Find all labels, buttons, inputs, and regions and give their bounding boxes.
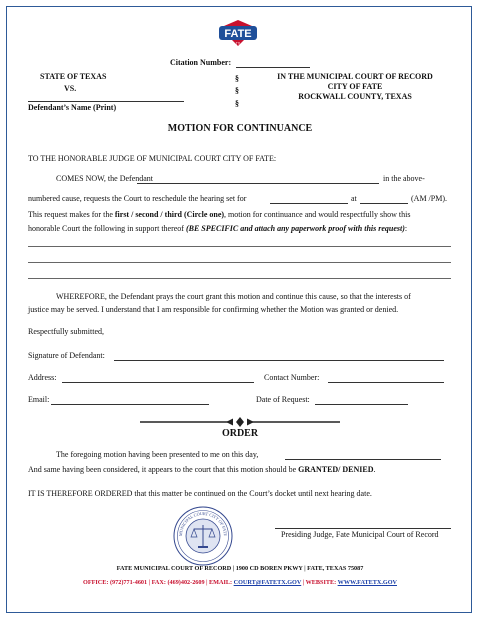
caption-state: STATE OF TEXAS xyxy=(40,72,107,81)
salutation: TO THE HONORABLE JUDGE OF MUNICIPAL COURT CITY OF FATE: xyxy=(28,154,277,163)
request-text-a: This request makes for the xyxy=(28,210,113,219)
order-line-2 xyxy=(28,465,376,474)
order-line-2-end: . xyxy=(373,465,376,474)
support-text: honorable Court the following in support thereof xyxy=(28,224,184,233)
email-label-footer: EMAIL: xyxy=(209,579,233,586)
comes-now-text: COMES NOW, the Defendant xyxy=(56,174,154,183)
respectfully-submitted: Respectfully submitted, xyxy=(28,327,104,336)
in-above-text: in the above- xyxy=(383,174,425,183)
wherefore-line-1: WHEREFORE, the Defendant prays the court grant this motion and continue this cause, so that the interests of xyxy=(56,292,411,301)
wherefore-line-2: justice may be served. I understand that I am responsible for confirming whether the Motion was granted or denied. xyxy=(28,305,399,314)
website-label: WEBSITE: xyxy=(305,579,337,586)
support-line xyxy=(28,224,407,233)
fate-logo xyxy=(218,20,258,46)
fax-label: FAX: xyxy=(151,579,166,586)
order-line-2-text: And same having been considered, it appears to the court that this motion should be xyxy=(28,465,297,474)
signature-label: Signature of Defendant: xyxy=(28,351,105,360)
footer-sep-2: | xyxy=(206,579,208,586)
support-line-2[interactable] xyxy=(28,262,451,263)
order-date-field[interactable] xyxy=(285,459,441,460)
ampm-text: (AM /PM). xyxy=(411,194,448,203)
judge-signature-field[interactable] xyxy=(275,528,451,529)
contact-label: Contact Number: xyxy=(264,373,320,382)
logo-text: FATE xyxy=(224,28,252,40)
order-heading: ORDER xyxy=(221,428,259,439)
caption-vs: VS. xyxy=(64,84,77,93)
granted-denied[interactable]: GRANTED/ DENIED xyxy=(298,465,374,474)
fax-number: (469)402-2609 xyxy=(167,579,205,586)
contact-field[interactable] xyxy=(328,382,444,383)
support-line-3[interactable] xyxy=(28,278,451,279)
defendant-name-field[interactable] xyxy=(28,101,184,102)
court-county: ROCKWALL COUNTY, TEXAS xyxy=(298,92,412,101)
be-specific-text: (BE SPECIFIC and attach any paperwork proof with this request) xyxy=(185,224,405,233)
request-line xyxy=(28,210,410,219)
footer-address: FATE MUNICIPAL COURT OF RECORD | 1900 CD BOREN PKWY | FATE, TEXAS 75087 xyxy=(116,565,364,572)
hearing-time-field[interactable] xyxy=(360,203,408,204)
address-field[interactable] xyxy=(62,382,254,383)
request-text-b: , motion for continuance and would respectfully show this xyxy=(224,210,411,219)
logo-sub: TX xyxy=(235,41,241,46)
at-text: at xyxy=(351,194,357,203)
document-title: MOTION FOR CONTINUANCE xyxy=(167,123,313,134)
court-seal-icon xyxy=(173,506,233,566)
address-label: Address: xyxy=(28,373,57,382)
section-mark-1: § xyxy=(235,74,239,83)
section-mark-2: § xyxy=(235,86,239,95)
request-options[interactable]: first / second / third (Circle one) xyxy=(114,210,225,219)
seal-text: MUNICIPAL COURT CITY OF FATE xyxy=(177,510,229,537)
citation-label: Citation Number: xyxy=(170,58,232,67)
order-line-1: The foregoing motion having been presented to me on this day, xyxy=(56,450,259,459)
footer-contacts xyxy=(0,579,480,586)
hearing-date-field[interactable] xyxy=(270,203,348,204)
court-name: IN THE MUNICIPAL COURT OF RECORD xyxy=(277,72,433,81)
email-label: Email: xyxy=(28,395,50,404)
hearing-text: numbered cause, requests the Court to reschedule the hearing set for xyxy=(28,194,247,203)
citation-number-field[interactable] xyxy=(236,67,310,68)
email-link[interactable]: COURT@FATETX.GOV xyxy=(233,579,302,586)
office-label: OFFICE: xyxy=(83,579,109,586)
website-link[interactable]: WWW.FATETX.GOV xyxy=(337,579,397,586)
email-field[interactable] xyxy=(51,404,209,405)
order-divider xyxy=(140,416,340,428)
therefore-ordered: IT IS THEREFORE ORDERED that this matter be continued on the Court’s docket until next hearing date. xyxy=(28,489,372,498)
defendant-field[interactable] xyxy=(137,183,379,184)
date-request-label: Date of Request: xyxy=(256,395,310,404)
footer-sep-1: | xyxy=(148,579,151,586)
date-request-field[interactable] xyxy=(315,404,408,405)
support-line-1[interactable] xyxy=(28,246,451,247)
defendant-name-label: Defendant’s Name (Print) xyxy=(28,103,117,112)
office-phone: (972)771-4601 xyxy=(109,579,148,586)
judge-signature-label: Presiding Judge, Fate Municipal Court of Record xyxy=(281,530,439,539)
court-city: CITY OF FATE xyxy=(327,82,383,91)
footer-sep-3: | xyxy=(302,579,305,586)
signature-field[interactable] xyxy=(114,360,444,361)
support-colon: : xyxy=(404,224,408,233)
section-mark-3: § xyxy=(235,99,239,108)
